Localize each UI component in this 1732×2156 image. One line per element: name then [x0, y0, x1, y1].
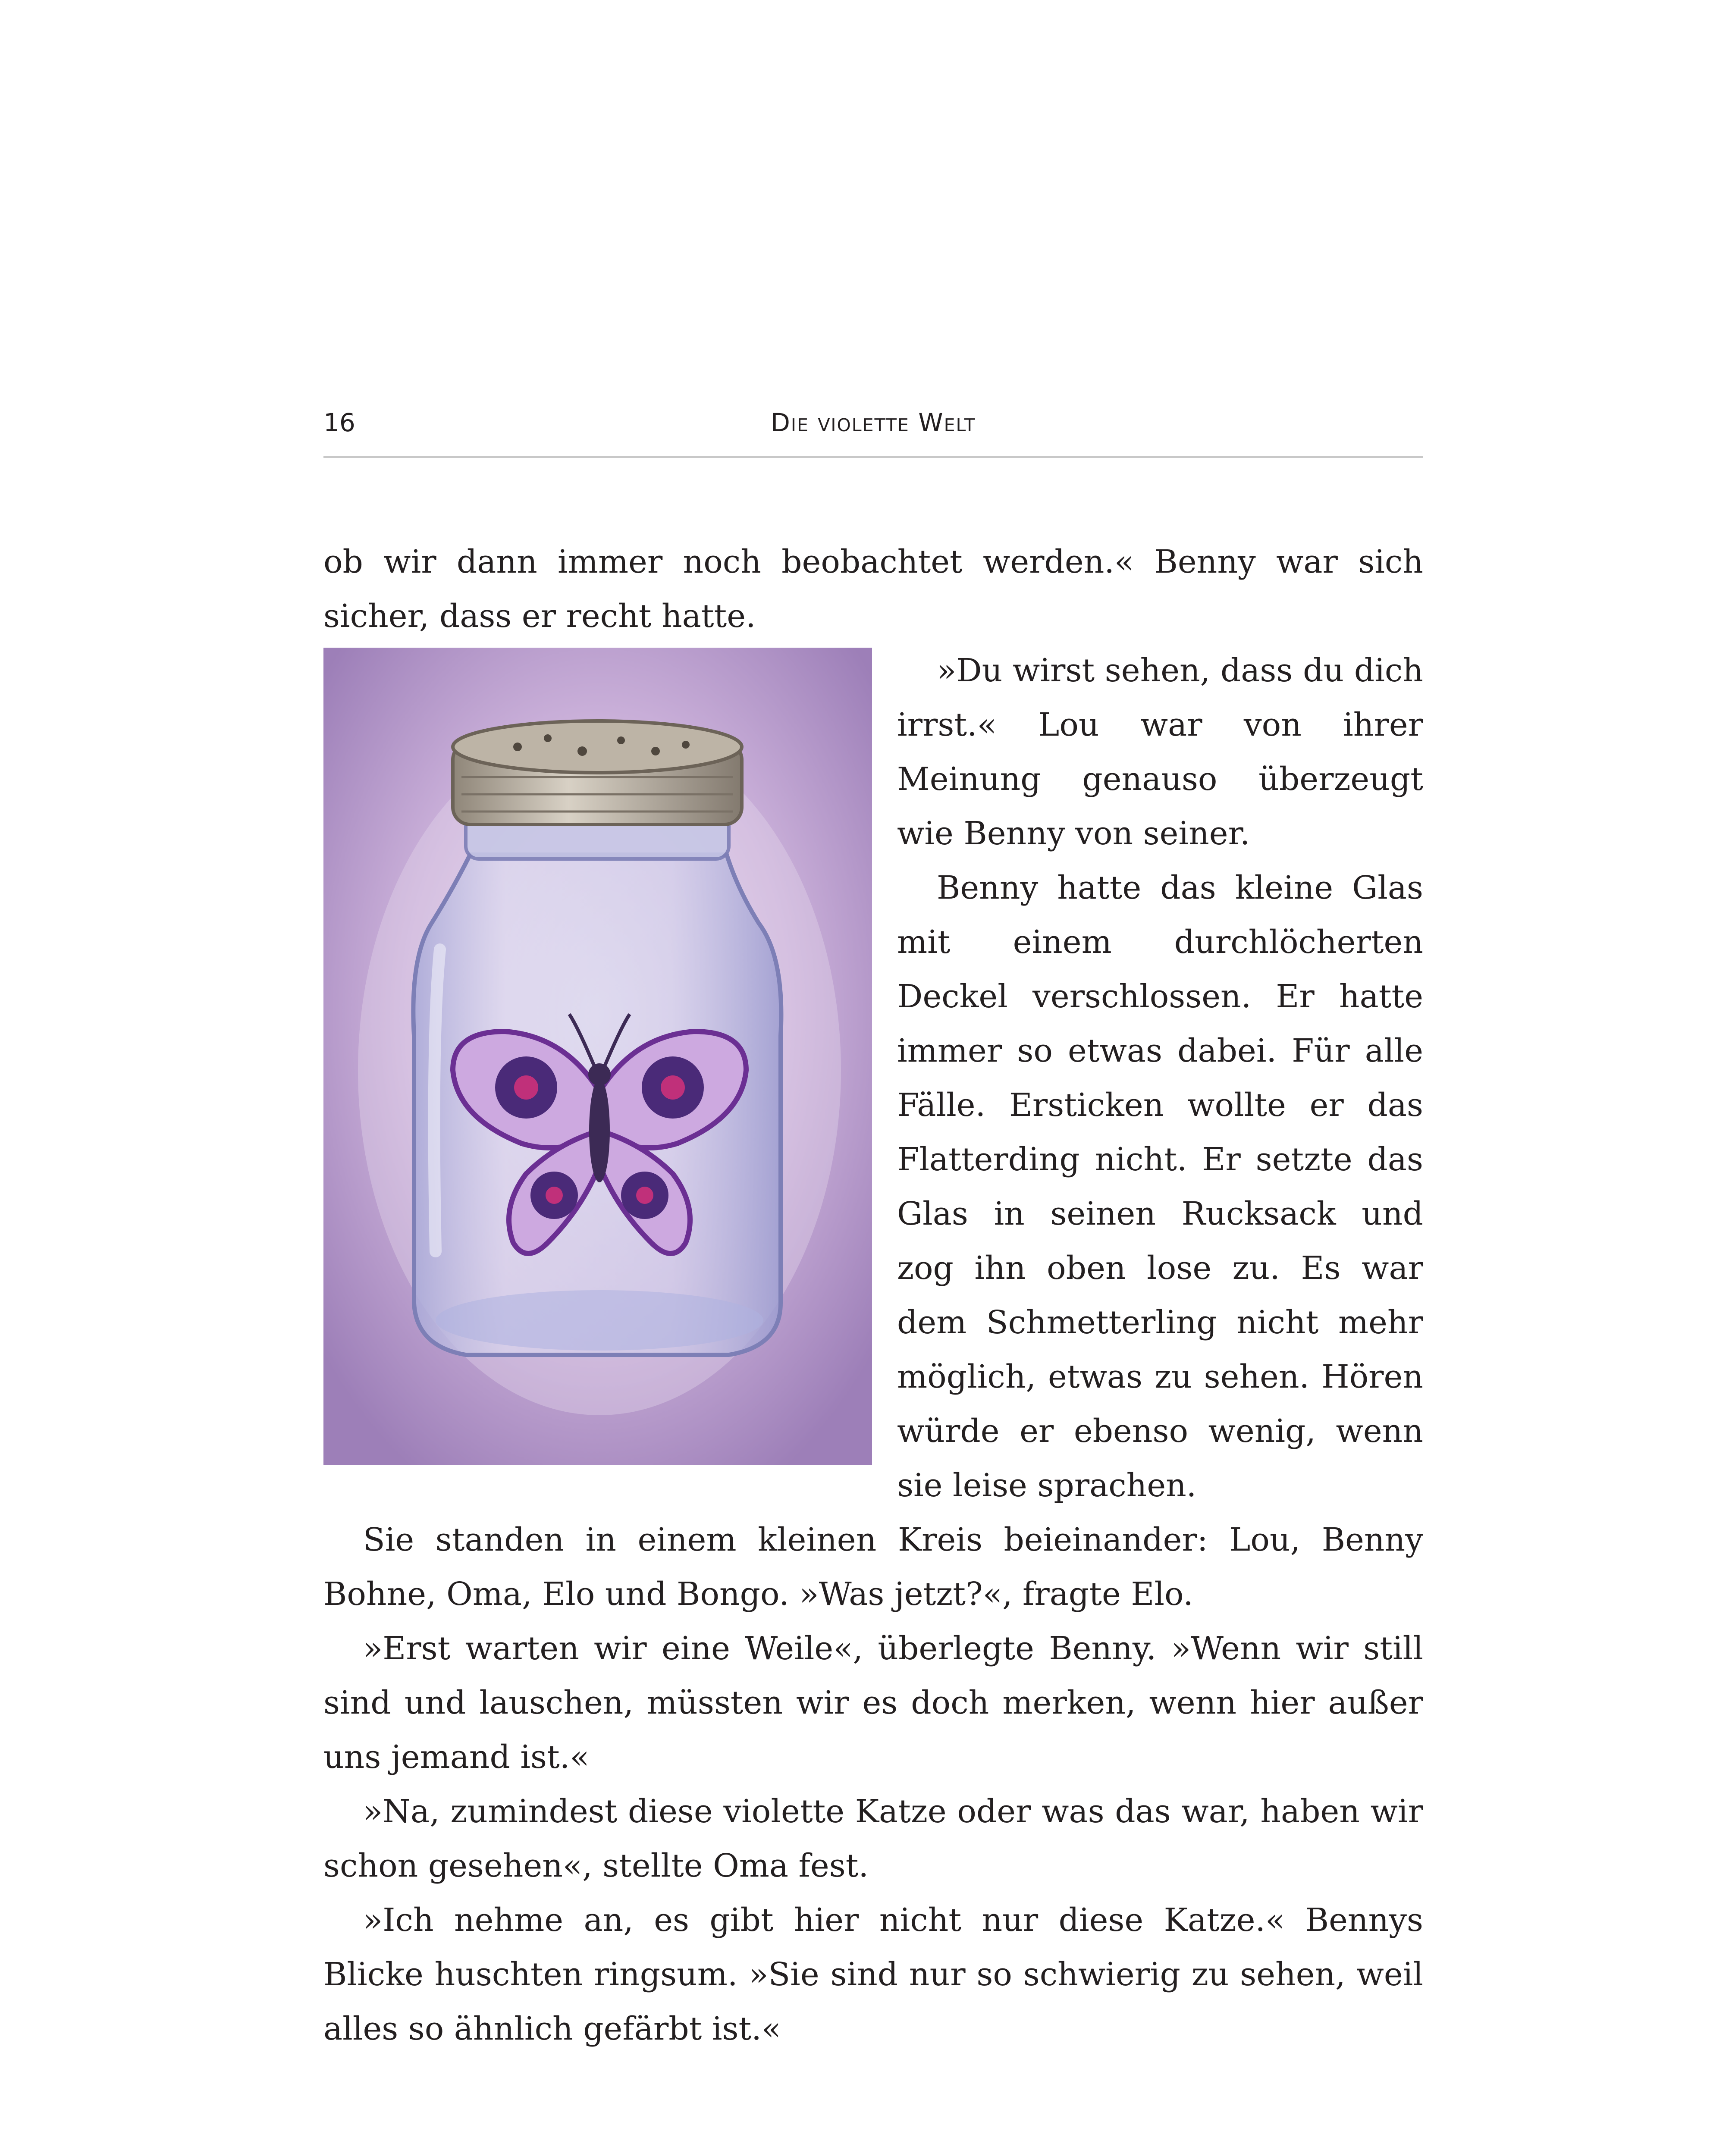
paragraph: Benny hatte das kleine Glas mit einem durchlöcherten Deckel verschlossen. Er hatte immer so etwas dabei. Für alle Fälle. Ersticken wollte er das Flatterding nicht. Er setzte das Glas in seinen Rucksack und zog ihn oben lose zu. Es war dem Schmetterling nicht mehr möglich, etwas zu sehen. Hören würde er ebenso wenig, wenn sie leise sprachen. — [897, 869, 1423, 1504]
paragraph: »Du wirst sehen, dass du dich irrst.« Lou war von ihrer Meinung genauso überzeugt wie Benny von seiner. — [897, 652, 1423, 852]
running-title: Die violette Welt — [771, 408, 976, 437]
paragraph: ob wir dann immer noch beobachtet werden.« Benny war sich sicher, dass er recht hatte. — [323, 543, 1423, 635]
butterfly-in-jar-illustration — [323, 648, 872, 1465]
paragraph: Sie standen in einem kleinen Kreis beieinander: Lou, Benny Bohne, Oma, Elo und Bongo. »Was jetzt?«, fragte Elo. — [323, 1521, 1423, 1613]
body-text — [323, 535, 1423, 2056]
running-header — [323, 405, 1423, 458]
page-number: 16 — [323, 408, 355, 437]
paragraph: »Na, zumindest diese violette Katze oder was das war, haben wir schon gesehen«, stellte Oma fest. — [323, 1793, 1423, 1884]
paragraph: »Ich nehme an, es gibt hier nicht nur diese Katze.« Bennys Blicke huschten ringsum. »Sie sind nur so schwierig zu sehen, weil alles so ähnlich gefärbt ist.« — [323, 1902, 1423, 2047]
paragraph: »Erst warten wir eine Weile«, überlegte Benny. »Wenn wir still sind und lauschen, müssten wir es doch merken, wenn hier außer uns jemand ist.« — [323, 1630, 1423, 1776]
